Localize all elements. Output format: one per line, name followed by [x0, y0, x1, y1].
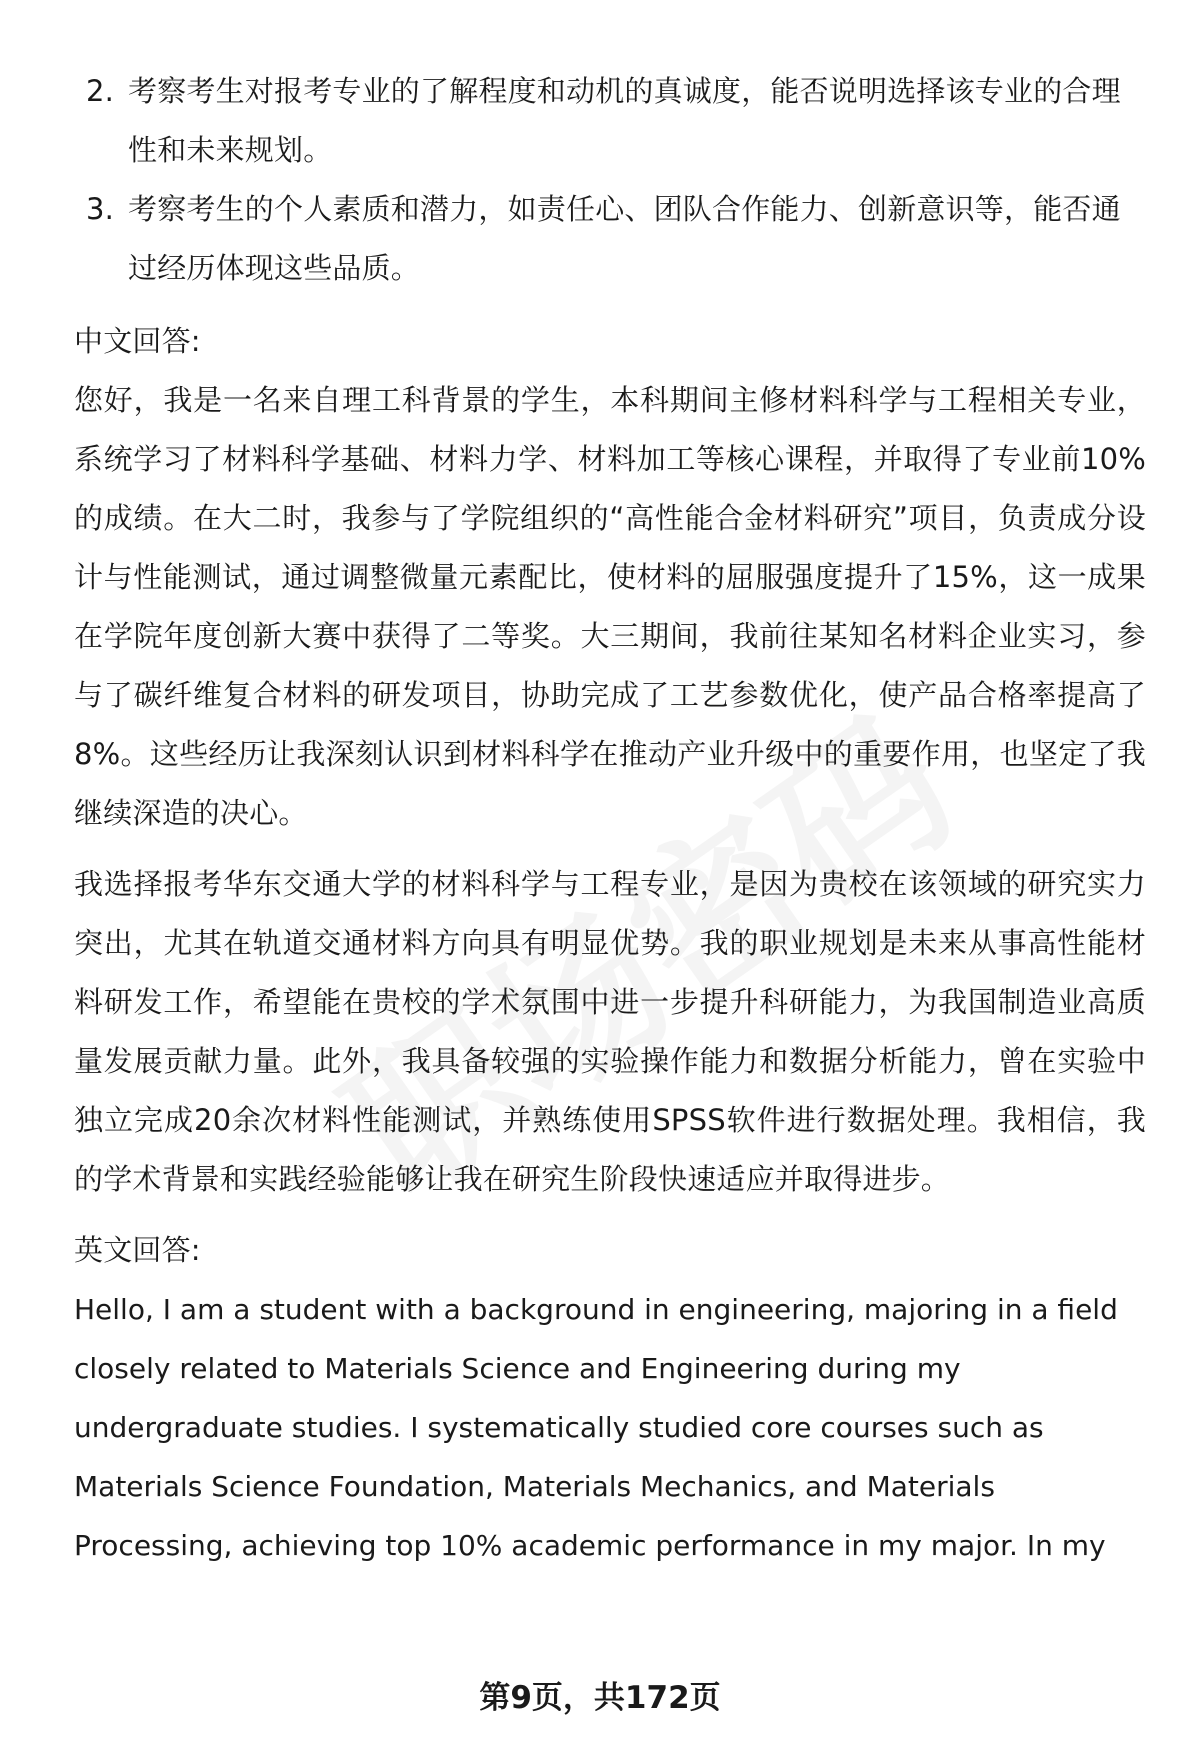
list-item-text: 考察考生的个人素质和潜力，如责任心、团队合作能力、创新意识等，能否通过经历体现这些品质。: [128, 192, 1121, 285]
page-number-footer: 第9页，共172页: [479, 1680, 721, 1716]
list-item-text: 考察考生对报考专业的了解程度和动机的真诚度，能否说明选择该专业的合理性和未来规划。: [128, 74, 1121, 167]
english-answer-heading: 英文回答:: [74, 1233, 201, 1267]
criteria-list: [74, 62, 1146, 298]
chinese-answer-paragraph-1: 您好，我是一名来自理工科背景的学生，本科期间主修材料科学与工程相关专业，系统学习了材料科学基础、材料力学、材料加工等核心课程，并取得了专业前10%的成绩。在大二时，我参与了学院组织的“高性能合金材料研究”项目，负责成分设计与性能测试，通过调整微量元素配比，使材料的屈服强度提升了15%，这一成果在学院年度创新大赛中获得了二等奖。大三期间，我前往某知名材料企业实习，参与了碳纤维复合材料的研发项目，协助完成了工艺参数优化，使产品合格率提高了8%。这些经历让我深刻认识到材料科学在推动产业升级中的重要作用，也坚定了我继续深造的决心。: [74, 383, 1146, 830]
list-item: [74, 62, 1146, 180]
list-item-number: 2.: [86, 74, 115, 108]
chinese-answer-paragraph-2: 我选择报考华东交通大学的材料科学与工程专业，是因为贵校在该领域的研究实力突出，尤其在轨道交通材料方向具有明显优势。我的职业规划是未来从事高性能材料研发工作，希望能在贵校的学术氛围中进一步提升科研能力，为我国制造业高质量发展贡献力量。此外，我具备较强的实验操作能力和数据分析能力，曾在实验中独立完成20余次材料性能测试，并熟练使用SPSS软件进行数据处理。我相信，我的学术背景和实践经验能够让我在研究生阶段快速适应并取得进步。: [74, 867, 1146, 1196]
page-content: [74, 62, 1146, 1575]
chinese-answer-heading: 中文回答:: [74, 324, 201, 358]
english-answer-paragraph: Hello, I am a student with a background in engineering, majoring in a field closely related to Materials Science and Engineering during my undergraduate studies. I systematically studied core courses such as Materials Science Foundation, Materials Mechanics, and Materials Processing, achieving top 10% academic performance in my major. In my: [74, 1293, 1118, 1562]
list-item: [74, 180, 1146, 298]
list-item-number: 3.: [86, 192, 115, 226]
